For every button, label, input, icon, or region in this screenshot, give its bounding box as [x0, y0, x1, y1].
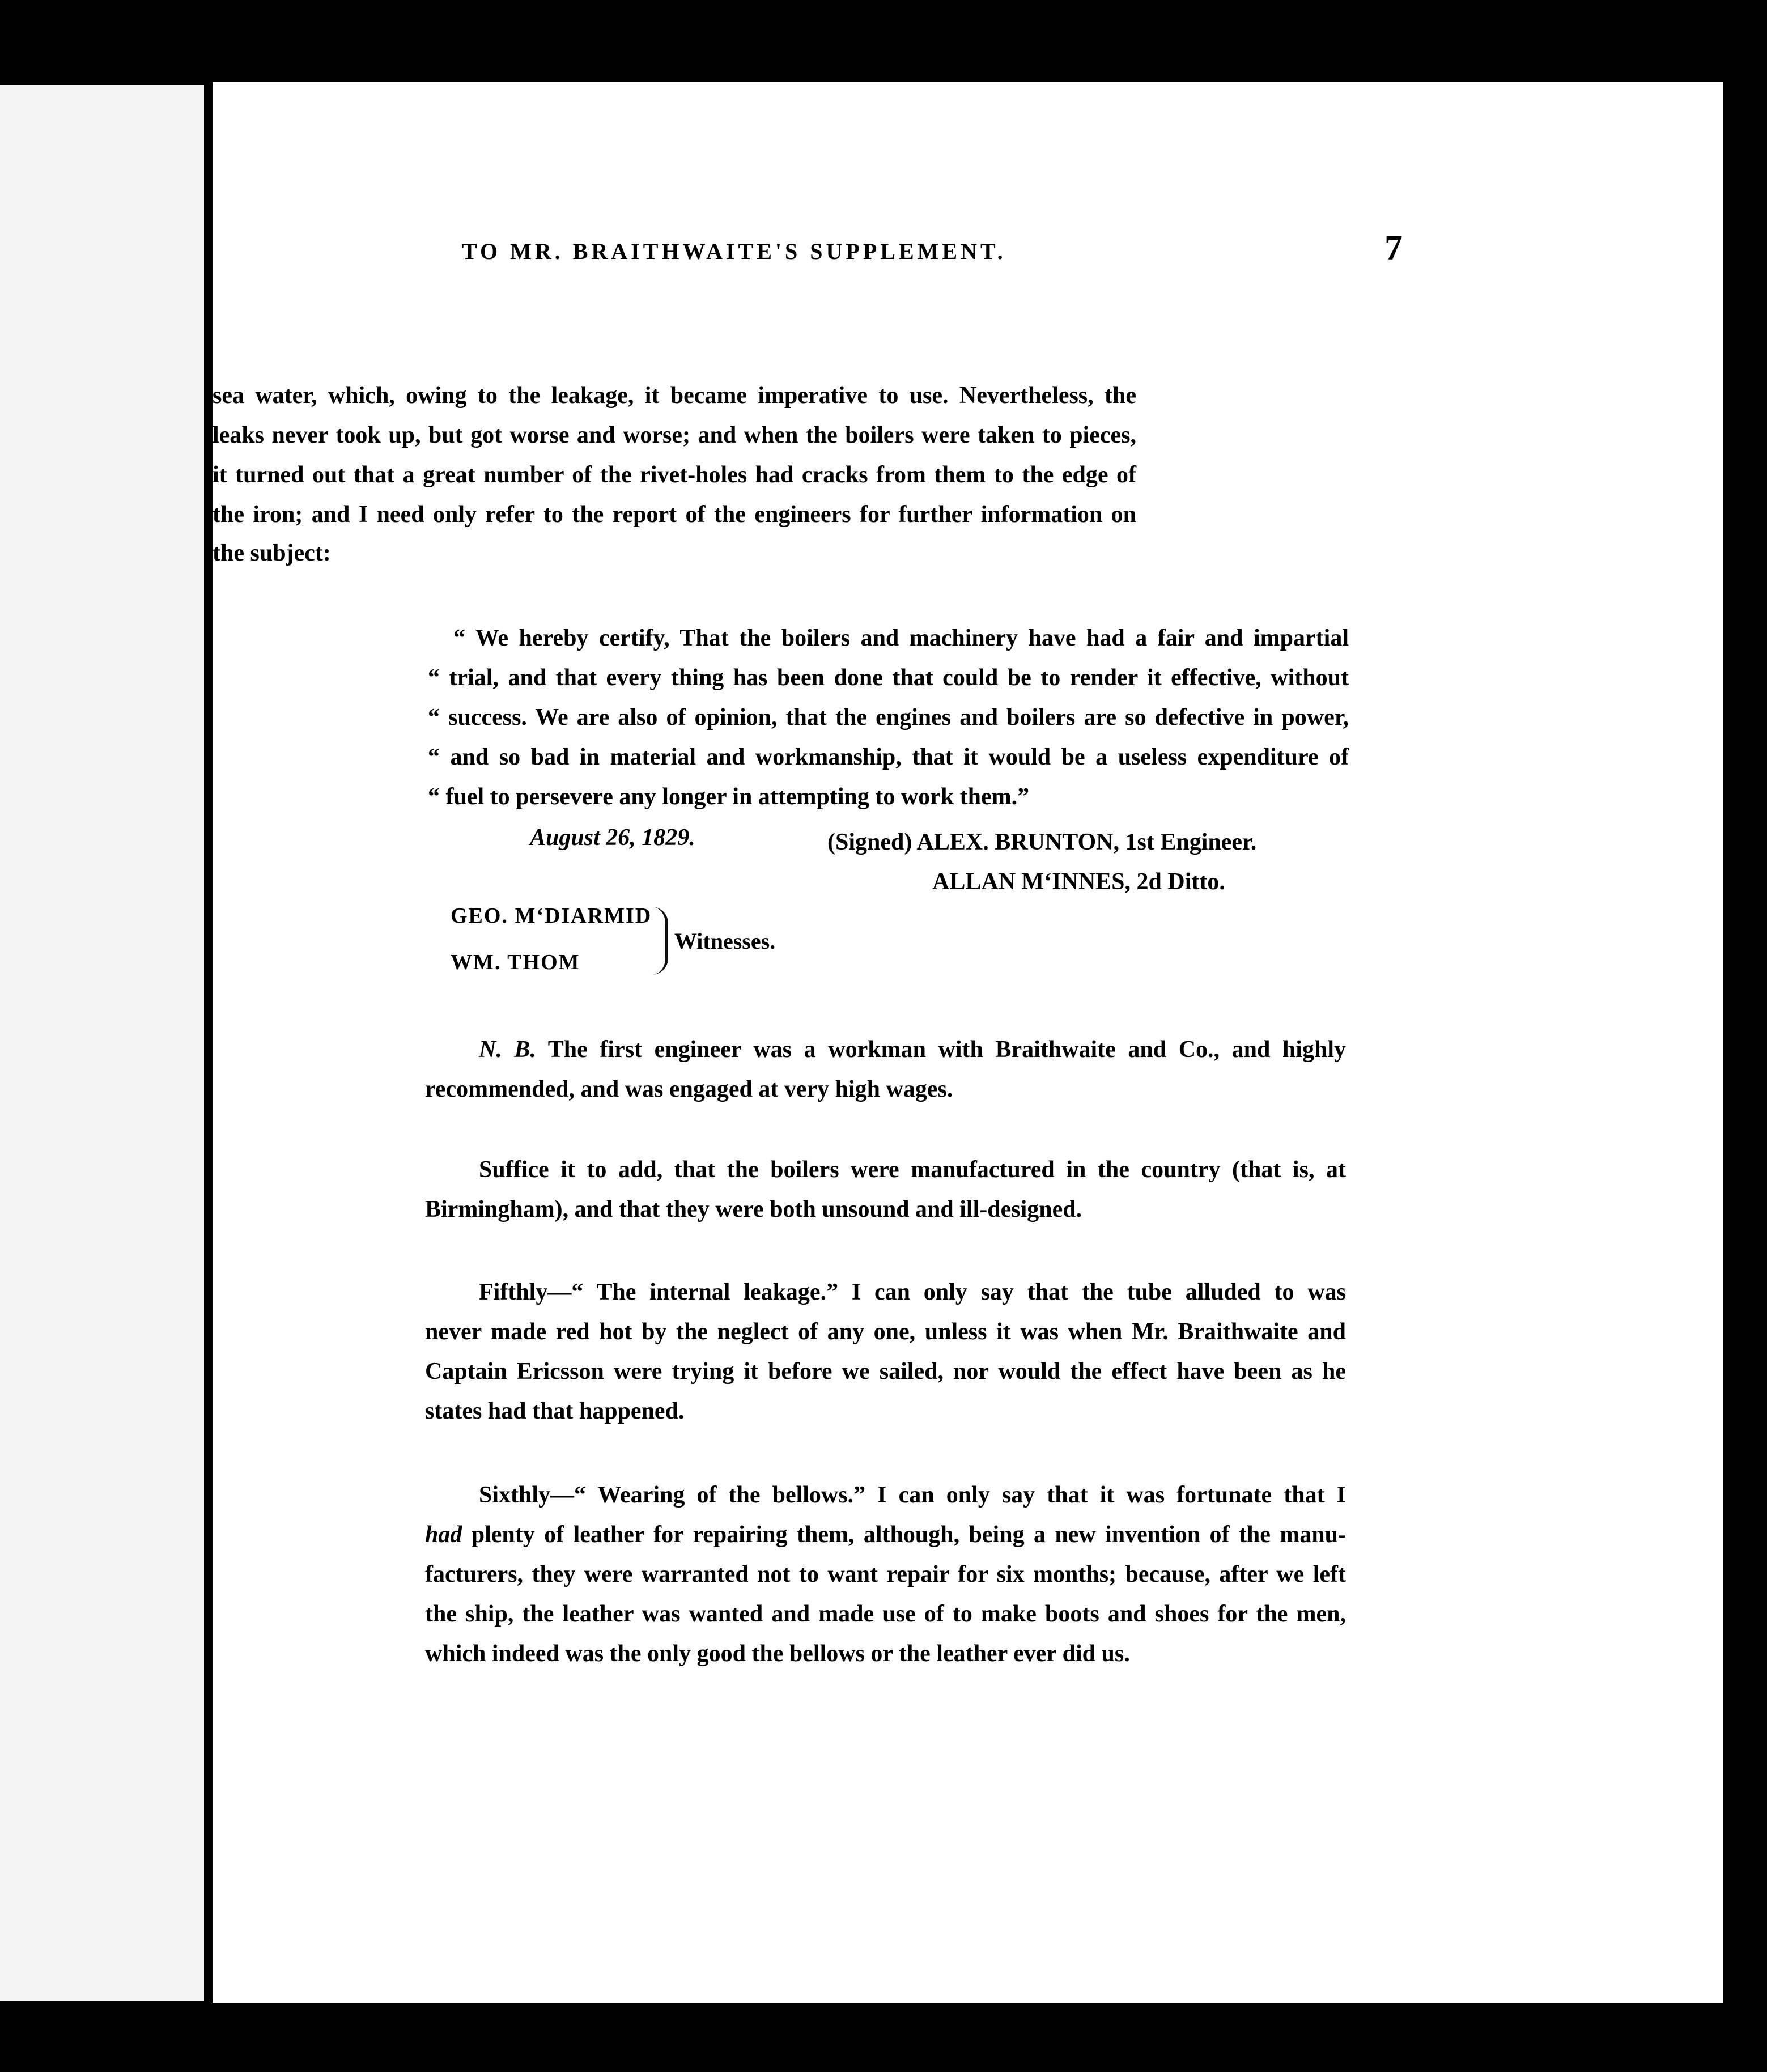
para1-line: the subject:	[213, 540, 331, 566]
para5-line	[425, 1519, 1346, 1551]
para1-line: the iron; and I need only refer to the report of the engineers for further information on	[213, 502, 1136, 528]
running-head	[462, 227, 1403, 278]
signature-line: ALLAN M‘INNES, 2d Ditto.	[932, 869, 1225, 895]
quote-line: “ and so bad in material and workmanship, that it would be a useless expenditure of	[428, 744, 1349, 770]
witnesses-label: Witnesses.	[674, 928, 776, 954]
para1-line: it turned out that a great number of the rivet-holes had cracks from them to the edge of	[213, 462, 1136, 488]
para5-line: Sixthly—“ Wearing of the bellows.” I can only say that it was fortunate that I	[479, 1482, 1346, 1508]
witness-name: GEO. M‘DIARMID	[451, 904, 652, 928]
certificate-date: August 26, 1829.	[530, 825, 695, 851]
nb-line: recommended, and was engaged at very high wages.	[425, 1076, 953, 1102]
para3-line: Suffice it to add, that the boilers were manufactured in the country (that is, at	[479, 1157, 1346, 1183]
para4-line: Captain Ericsson were trying it before we sailed, nor would the effect have been as he	[425, 1358, 1346, 1385]
facing-page-edge	[0, 85, 204, 2001]
signature-line: (Signed) ALEX. BRUNTON, 1st Engineer.	[827, 829, 1257, 855]
running-head-title: TO MR. BRAITHWAITE'S SUPPLEMENT.	[462, 239, 1006, 264]
para5-line: the ship, the leather was wanted and made use of to make boots and shoes for the men,	[425, 1601, 1346, 1627]
para1-line: sea water, which, owing to the leakage, it became imperative to use. Nevertheless, the	[213, 383, 1136, 409]
quote-line: “ success. We are also of opinion, that the engines and boilers are so defective in power,	[428, 704, 1349, 731]
para1-line: leaks never took up, but got worse and worse; and when the boilers were taken to pieces,	[213, 422, 1136, 448]
nb-label: N. B.	[479, 1037, 536, 1063]
para5-line: which indeed was the only good the bellows or the leather ever did us.	[425, 1641, 1130, 1667]
quote-line: “ fuel to persevere any longer in attempting to work them.”	[428, 784, 1030, 810]
para4-line: Fifthly—“ The internal leakage.” I can only say that the tube alluded to was	[479, 1279, 1346, 1305]
para5-text: plenty of leather for repairing them, although, being a new invention of the manu-	[471, 1522, 1346, 1548]
para4-line: states had that happened.	[425, 1398, 685, 1424]
witness-brace	[652, 907, 668, 975]
quote-line: “ We hereby certify, That the boilers and machinery have had a fair and impartial	[453, 625, 1349, 651]
para4-line: never made red hot by the neglect of any one, unless it was when Mr. Braithwaite and	[425, 1319, 1346, 1345]
para5-emphasis: had	[425, 1522, 462, 1548]
para5-line: facturers, they were warranted not to want repair for six months; because, after we left	[425, 1561, 1346, 1587]
quote-line: “ trial, and that every thing has been done that could be to render it effective, without	[428, 665, 1349, 691]
nb-line	[479, 1034, 1346, 1065]
para3-line: Birmingham), and that they were both unsound and ill-designed.	[425, 1196, 1082, 1222]
page-number: 7	[1384, 227, 1403, 268]
nb-text: The first engineer was a workman with Braithwaite and Co., and highly	[547, 1037, 1346, 1063]
witness-name: WM. THOM	[451, 950, 580, 974]
